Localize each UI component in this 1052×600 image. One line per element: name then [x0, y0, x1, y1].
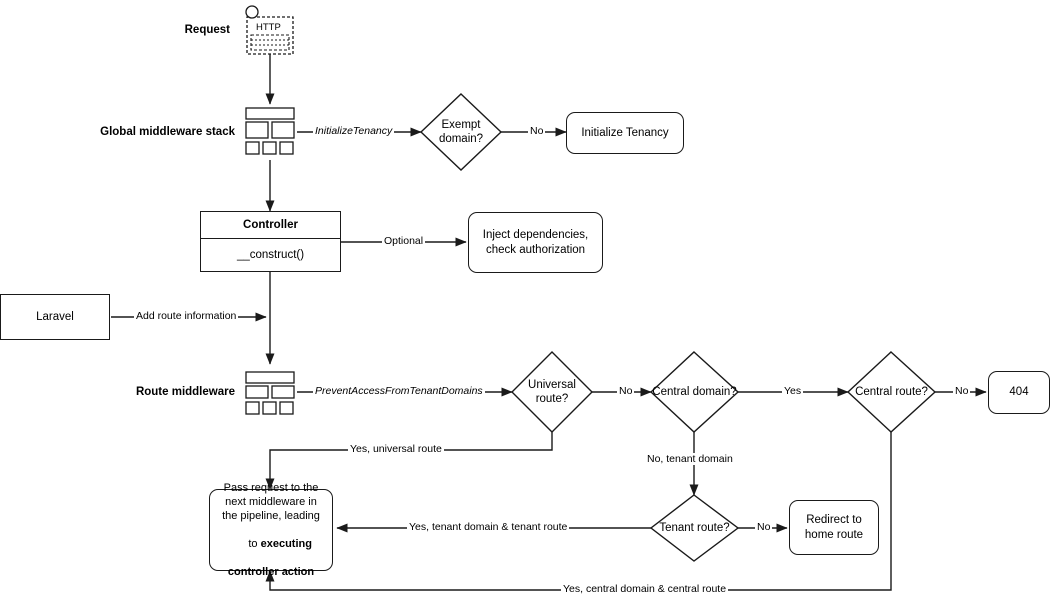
node-controller[interactable]: [200, 211, 341, 272]
node-redirect-home-line2: home route: [804, 528, 864, 541]
edge-label-central-route-no: No: [955, 385, 969, 397]
node-404[interactable]: [988, 371, 1050, 414]
node-controller-method: __construct(): [236, 249, 305, 261]
decision-universal-route-label: Universal route?: [528, 378, 576, 405]
node-inject-dependencies-line2: check authorization: [485, 243, 586, 256]
edge-label-tenant-no: No: [757, 521, 771, 533]
decision-central-route[interactable]: [848, 352, 935, 432]
decision-central-route-label: Central route?: [855, 385, 928, 398]
node-pass-request-line4: to: [248, 538, 261, 551]
edge-label-yes-universal-route: Yes, universal route: [350, 443, 442, 455]
node-redirect-home-route[interactable]: [789, 500, 879, 555]
node-laravel-label: Laravel: [36, 310, 74, 323]
node-pass-request-line1: Pass request to the: [223, 481, 319, 494]
row-label-route-middleware: Route middleware: [135, 386, 235, 398]
decision-universal-route[interactable]: [512, 352, 592, 432]
node-inject-dependencies[interactable]: [468, 212, 603, 273]
node-pass-request[interactable]: [209, 481, 333, 579]
route-middleware-glyph: [246, 372, 294, 414]
edge-label-initialize-tenancy-middleware: InitializeTenancy: [315, 125, 393, 137]
node-initialize-tenancy[interactable]: [566, 112, 684, 154]
row-label-global-middleware-stack: Global middleware stack: [100, 126, 235, 138]
node-pass-request-line2: next middleware in: [225, 495, 317, 508]
row-label-request: Request: [184, 24, 230, 36]
decision-tenant-route-label: Tenant route?: [659, 521, 730, 534]
edge-label-yes-central-domain-central-route: Yes, central domain & central route: [563, 583, 727, 595]
node-inject-dependencies-line1: Inject dependencies,: [482, 229, 589, 242]
edge-label-universal-no: No: [619, 385, 633, 397]
http-glyph-caption: HTTP: [256, 22, 281, 33]
decision-exempt-domain[interactable]: [421, 94, 501, 170]
decision-exempt-domain-label: Exempt domain?: [438, 118, 484, 145]
decision-tenant-route[interactable]: [651, 495, 738, 561]
node-pass-request-line5-strong: controller action: [227, 566, 315, 579]
node-laravel[interactable]: [0, 294, 110, 340]
edge-label-prevent-access-middleware: PreventAccessFromTenantDomains: [315, 385, 483, 397]
node-initialize-tenancy-label: Initialize Tenancy: [581, 126, 669, 139]
edge-label-yes-tenant-domain-tenant-route: Yes, tenant domain & tenant route: [409, 521, 568, 533]
edge-label-central-domain-yes: Yes: [784, 385, 802, 397]
global-middleware-stack-glyph: [246, 108, 294, 154]
decision-central-domain[interactable]: [651, 352, 738, 432]
edge-label-controller-optional: Optional: [384, 235, 424, 247]
node-pass-request-line3: the pipeline, leading: [222, 509, 320, 522]
edge-label-add-route-information: Add route information: [136, 310, 237, 322]
node-pass-request-line4-strong: executing: [260, 538, 312, 551]
edge-label-exempt-no: No: [530, 125, 544, 137]
node-controller-header: Controller: [201, 212, 340, 239]
edge-label-no-tenant-domain: No, tenant domain: [647, 453, 733, 465]
node-redirect-home-line1: Redirect to: [806, 514, 862, 527]
node-404-label: 404: [1009, 386, 1029, 399]
decision-central-domain-label: Central domain?: [652, 385, 737, 398]
